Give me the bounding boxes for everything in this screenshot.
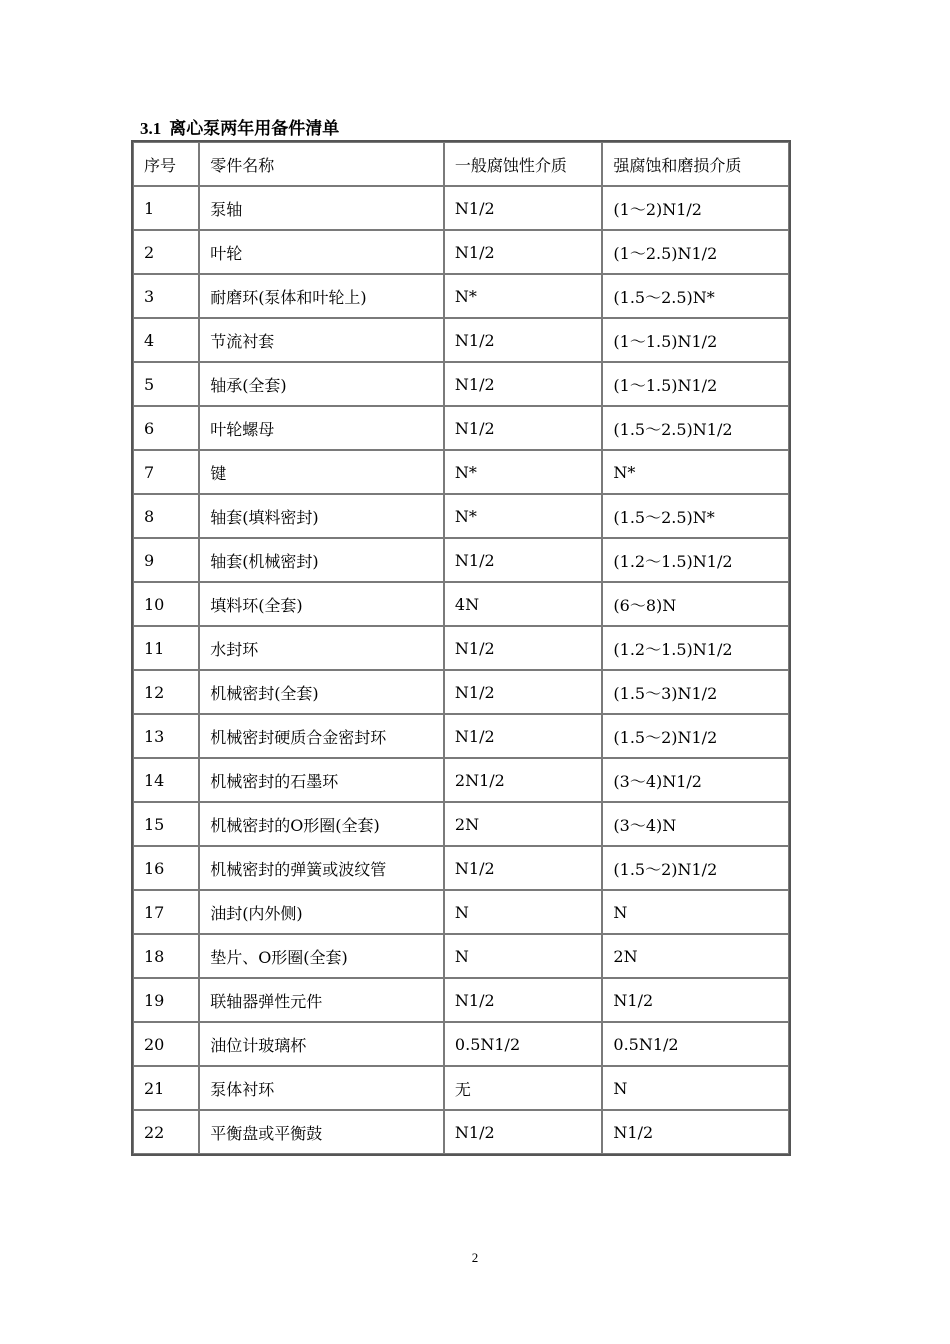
row-index-cell: 22: [133, 1110, 199, 1154]
general-corrosion-qty-cell: N1/2: [444, 1110, 602, 1154]
table-row: [133, 274, 789, 318]
general-corrosion-qty-cell: N1/2: [444, 406, 602, 450]
row-index-cell: 14: [133, 758, 199, 802]
table-row: [133, 626, 789, 670]
row-index-cell: 13: [133, 714, 199, 758]
row-index-cell: 6: [133, 406, 199, 450]
part-name-cell: 轴套(填料密封): [199, 494, 444, 538]
table-row: [133, 802, 789, 846]
part-name-cell: 机械密封(全套): [199, 670, 444, 714]
table-row: [133, 582, 789, 626]
table-row: [133, 450, 789, 494]
row-index-cell: 20: [133, 1022, 199, 1066]
part-name-cell: 键: [199, 450, 444, 494]
table-row: [133, 494, 789, 538]
strong-corrosion-qty-cell: N1/2: [602, 978, 789, 1022]
header-cell-part-name: 零件名称: [199, 142, 444, 186]
part-name-cell: 油封(内外侧): [199, 890, 444, 934]
section-heading: [140, 114, 339, 139]
part-name-cell: 机械密封的O形圈(全套): [199, 802, 444, 846]
strong-corrosion-qty-cell: (6～8)N: [602, 582, 789, 626]
table-row: [133, 890, 789, 934]
row-index-cell: 21: [133, 1066, 199, 1110]
general-corrosion-qty-cell: 0.5N1/2: [444, 1022, 602, 1066]
table-row: [133, 362, 789, 406]
table-row: [133, 1110, 789, 1154]
row-index-cell: 4: [133, 318, 199, 362]
general-corrosion-qty-cell: N1/2: [444, 362, 602, 406]
row-index-cell: 8: [133, 494, 199, 538]
table-row: [133, 1066, 789, 1110]
strong-corrosion-qty-cell: (1～1.5)N1/2: [602, 318, 789, 362]
strong-corrosion-qty-cell: N: [602, 1066, 789, 1110]
header-cell-general-corrosion: 一般腐蚀性介质: [444, 142, 602, 186]
row-index-cell: 5: [133, 362, 199, 406]
table-row: [133, 934, 789, 978]
part-name-cell: 叶轮螺母: [199, 406, 444, 450]
row-index-cell: 17: [133, 890, 199, 934]
row-index-cell: 16: [133, 846, 199, 890]
part-name-cell: 节流衬套: [199, 318, 444, 362]
strong-corrosion-qty-cell: N*: [602, 450, 789, 494]
table-row: [133, 230, 789, 274]
general-corrosion-qty-cell: N1/2: [444, 714, 602, 758]
row-index-cell: 3: [133, 274, 199, 318]
part-name-cell: 泵轴: [199, 186, 444, 230]
general-corrosion-qty-cell: N1/2: [444, 670, 602, 714]
part-name-cell: 填料环(全套): [199, 582, 444, 626]
general-corrosion-qty-cell: N*: [444, 494, 602, 538]
strong-corrosion-qty-cell: (3～4)N: [602, 802, 789, 846]
row-index-cell: 12: [133, 670, 199, 714]
strong-corrosion-qty-cell: (1.2～1.5)N1/2: [602, 538, 789, 582]
row-index-cell: 19: [133, 978, 199, 1022]
table-row: [133, 670, 789, 714]
strong-corrosion-qty-cell: (1～2.5)N1/2: [602, 230, 789, 274]
section-title: 离心泵两年用备件清单: [169, 119, 340, 139]
general-corrosion-qty-cell: N1/2: [444, 186, 602, 230]
general-corrosion-qty-cell: 无: [444, 1066, 602, 1110]
row-index-cell: 11: [133, 626, 199, 670]
table-header-row: [133, 142, 789, 186]
general-corrosion-qty-cell: N1/2: [444, 846, 602, 890]
strong-corrosion-qty-cell: (1～2)N1/2: [602, 186, 789, 230]
row-index-cell: 7: [133, 450, 199, 494]
table-row: [133, 846, 789, 890]
section-number: 3.1: [140, 119, 162, 138]
strong-corrosion-qty-cell: (1.2～1.5)N1/2: [602, 626, 789, 670]
row-index-cell: 10: [133, 582, 199, 626]
strong-corrosion-qty-cell: (1.5～2.5)N*: [602, 274, 789, 318]
table-row: [133, 186, 789, 230]
general-corrosion-qty-cell: N*: [444, 274, 602, 318]
row-index-cell: 9: [133, 538, 199, 582]
part-name-cell: 耐磨环(泵体和叶轮上): [199, 274, 444, 318]
part-name-cell: 轴承(全套): [199, 362, 444, 406]
strong-corrosion-qty-cell: (1～1.5)N1/2: [602, 362, 789, 406]
row-index-cell: 1: [133, 186, 199, 230]
general-corrosion-qty-cell: 2N1/2: [444, 758, 602, 802]
table-row: [133, 538, 789, 582]
general-corrosion-qty-cell: N1/2: [444, 538, 602, 582]
header-cell-strong-corrosion: 强腐蚀和磨损介质: [602, 142, 789, 186]
spare-parts-table: [131, 140, 791, 1156]
table-row: [133, 978, 789, 1022]
table-row: [133, 318, 789, 362]
page-number: 2: [471, 1250, 479, 1265]
table-row: [133, 406, 789, 450]
strong-corrosion-qty-cell: (1.5～2.5)N*: [602, 494, 789, 538]
header-cell-index: 序号: [133, 142, 199, 186]
part-name-cell: 机械密封的弹簧或波纹管: [199, 846, 444, 890]
strong-corrosion-qty-cell: (1.5～2.5)N1/2: [602, 406, 789, 450]
strong-corrosion-qty-cell: N1/2: [602, 1110, 789, 1154]
general-corrosion-qty-cell: 2N: [444, 802, 602, 846]
general-corrosion-qty-cell: N1/2: [444, 318, 602, 362]
part-name-cell: 轴套(机械密封): [199, 538, 444, 582]
row-index-cell: 15: [133, 802, 199, 846]
strong-corrosion-qty-cell: 2N: [602, 934, 789, 978]
general-corrosion-qty-cell: N*: [444, 450, 602, 494]
row-index-cell: 2: [133, 230, 199, 274]
part-name-cell: 平衡盘或平衡鼓: [199, 1110, 444, 1154]
strong-corrosion-qty-cell: (1.5～2)N1/2: [602, 714, 789, 758]
part-name-cell: 联轴器弹性元件: [199, 978, 444, 1022]
general-corrosion-qty-cell: N1/2: [444, 978, 602, 1022]
general-corrosion-qty-cell: N: [444, 890, 602, 934]
table-row: [133, 758, 789, 802]
strong-corrosion-qty-cell: 0.5N1/2: [602, 1022, 789, 1066]
part-name-cell: 垫片、O形圈(全套): [199, 934, 444, 978]
row-index-cell: 18: [133, 934, 199, 978]
part-name-cell: 泵体衬环: [199, 1066, 444, 1110]
part-name-cell: 机械密封的石墨环: [199, 758, 444, 802]
part-name-cell: 油位计玻璃杯: [199, 1022, 444, 1066]
strong-corrosion-qty-cell: (1.5～3)N1/2: [602, 670, 789, 714]
general-corrosion-qty-cell: N1/2: [444, 626, 602, 670]
part-name-cell: 机械密封硬质合金密封环: [199, 714, 444, 758]
table-row: [133, 714, 789, 758]
part-name-cell: 水封环: [199, 626, 444, 670]
general-corrosion-qty-cell: N1/2: [444, 230, 602, 274]
table-body: [133, 142, 789, 1154]
strong-corrosion-qty-cell: (1.5～2)N1/2: [602, 846, 789, 890]
general-corrosion-qty-cell: 4N: [444, 582, 602, 626]
strong-corrosion-qty-cell: N: [602, 890, 789, 934]
part-name-cell: 叶轮: [199, 230, 444, 274]
table-row: [133, 1022, 789, 1066]
strong-corrosion-qty-cell: (3～4)N1/2: [602, 758, 789, 802]
general-corrosion-qty-cell: N: [444, 934, 602, 978]
